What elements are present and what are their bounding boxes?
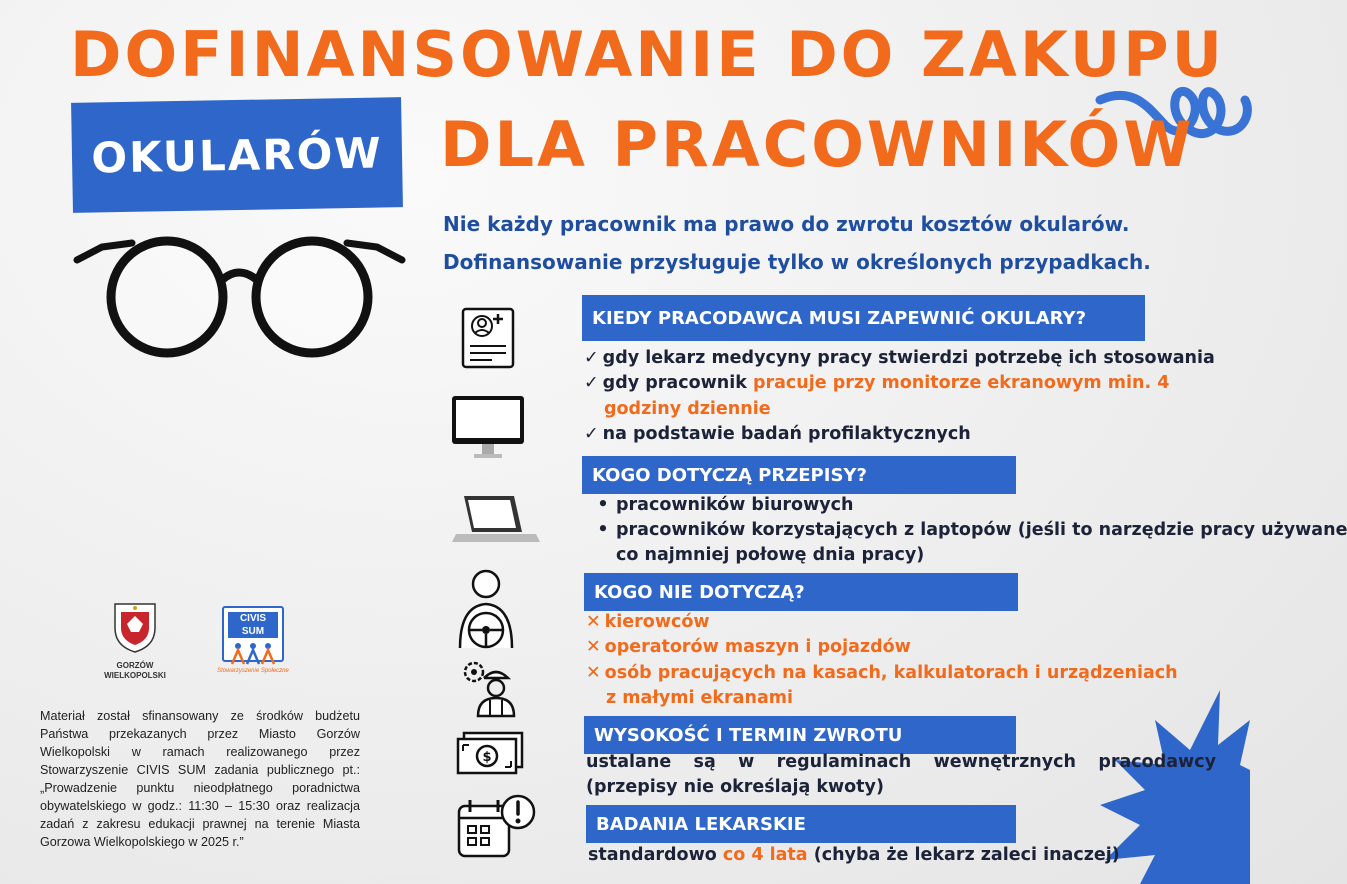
check-icon: ✓	[584, 424, 599, 444]
section-heading-kiedy: KIEDY PRACODAWCA MUSI ZAPEWNIĆ OKULARY?	[582, 295, 1145, 341]
section-heading-kogo: KOGO DOTYCZĄ PRZEPISY?	[582, 456, 1016, 494]
svg-text:$: $	[482, 750, 492, 765]
list-item: ✕ operatorów maszyn i pojazdów	[586, 637, 911, 657]
highlight-text: OKULARÓW	[90, 127, 384, 183]
star-burst-decoration	[1100, 690, 1250, 884]
section-heading-kogo-nie: KOGO NIE DOTYCZĄ?	[584, 573, 1018, 611]
list-item: ✓ na podstawie badań profilaktycznych	[584, 424, 971, 444]
section-heading-badania: BADANIA LEKARSKIE	[586, 805, 1016, 843]
highlight-box	[71, 97, 403, 213]
page-subtitle: DLA PRACOWNIKÓW	[440, 108, 1195, 181]
civis-sum-logo: CIVIS SUM	[222, 606, 284, 662]
civis-tagline: Stowarzyszenie Społeczne	[217, 668, 289, 674]
bullet-icon: •	[597, 495, 609, 515]
check-icon: ✓	[584, 348, 599, 368]
gorzow-coat-of-arms-logo	[113, 602, 157, 654]
wysokosc-text-1: ustalane są w regulaminach wewnętrznych pracodawcy	[586, 752, 1216, 772]
machine-operator-icon	[460, 658, 520, 718]
list-item-continuation: co najmniej połowę dnia pracy)	[616, 545, 925, 565]
calendar-alert-icon	[456, 792, 538, 860]
list-item: ✕ osób pracujących na kasach, kalkulatorach i urządzeniach	[586, 663, 1178, 683]
money-icon	[456, 731, 524, 775]
cross-icon: ✕	[586, 637, 601, 657]
list-item: • pracowników korzystających z laptopów (jeśli to narzędzie pracy używane	[590, 520, 1347, 540]
badania-text: standardowo co 4 lata (chyba że lekarz zaleci inaczej)	[588, 845, 1120, 865]
wysokosc-text-2: (przepisy nie określają kwoty)	[586, 777, 884, 797]
people-icon	[226, 640, 280, 668]
section-heading-wysokosc: WYSOKOŚĆ I TERMIN ZWROTU	[584, 716, 1016, 754]
medical-certificate-icon	[460, 306, 518, 370]
monitor-icon	[450, 393, 526, 461]
glasses-icon	[72, 225, 407, 360]
list-item-continuation: godziny dziennie	[604, 399, 771, 419]
list-item-continuation: z małymi ekranami	[606, 688, 793, 708]
list-item: ✓ gdy pracownik pracuje przy monitorze ekranowym min. 4	[584, 373, 1170, 393]
check-icon: ✓	[584, 373, 599, 393]
bullet-icon: •	[597, 520, 609, 540]
list-item: ✕ kierowców	[586, 612, 710, 632]
intro-line-1: Nie każdy pracownik ma prawo do zwrotu kosztów okularów.	[443, 212, 1130, 236]
driver-icon	[455, 568, 517, 654]
list-item: • pracowników biurowych	[590, 495, 853, 515]
funding-note: Materiał został sfinansowany ze środków budżetu Państwa przekazanych przez Miasto Gorzów Wielkopolski w ramach realizowanego przez Stowarzyszenie CIVIS SUM zadania publicznego pt.: „Prowadzenie punktu nieodpłatnego poradnictwa obywatelskiego w godz.: 11:30 – 15:30 oraz realizacja zadań z zakresu edukacji prawnej na terenie Miasta Gorzowa Wielkopolskiego w 2025 r.”	[40, 709, 360, 849]
laptop-icon	[452, 492, 544, 548]
cross-icon: ✕	[586, 612, 601, 632]
cross-icon: ✕	[586, 663, 601, 683]
gorzow-label: GORZÓW WIELKOPOLSKI	[104, 661, 166, 680]
intro-line-2: Dofinansowanie przysługuje tylko w określonych przypadkach.	[443, 250, 1151, 274]
list-item: ✓ gdy lekarz medycyny pracy stwierdzi potrzebę ich stosowania	[584, 348, 1215, 368]
page-title: DOFINANSOWANIE DO ZAKUPU	[70, 18, 1225, 91]
